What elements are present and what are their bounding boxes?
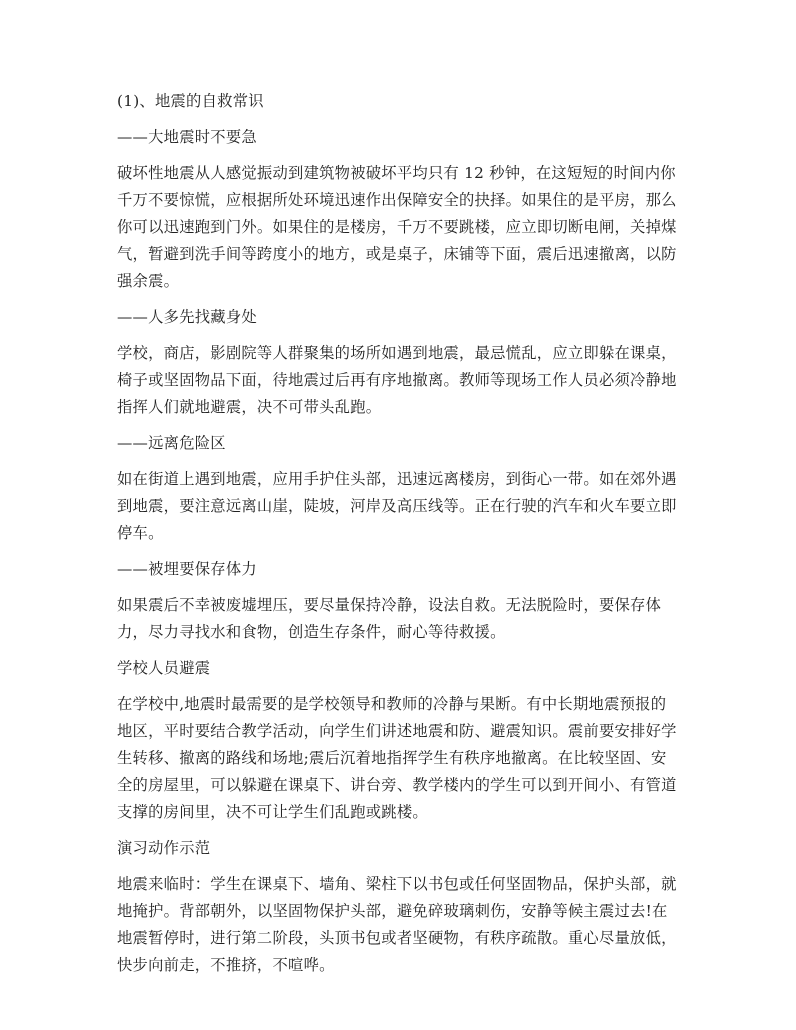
- paragraph-line: 如在街道上遇到地震，应用手护住头部，迅速远离楼房，到街心一带。如在郊外遇: [117, 470, 677, 488]
- section-heading: [117, 304, 687, 331]
- document-body: [117, 88, 687, 988]
- paragraph: [117, 691, 687, 826]
- paragraph: [117, 871, 687, 979]
- heading-text: 学校人员避震: [117, 659, 211, 677]
- paragraph-line: 千万不要惊慌，应根据所处环境迅速作出保障安全的抉择。如果住的是平房，那么: [117, 191, 677, 209]
- heading-text: ——大地震时不要急: [117, 128, 257, 146]
- heading-text: (1)、地震的自救常识: [117, 92, 264, 110]
- paragraph-line: 椅子或坚固物品下面，待地震过后再有序地撤离。教师等现场工作人员必须冷静地: [117, 371, 677, 389]
- paragraph-line: 破坏性地震从人感觉振动到建筑物被破坏平均只有 12 秒钟，在这短短的时间内你: [117, 164, 676, 182]
- paragraph-line: 全的房屋里，可以躲避在课桌下、讲台旁、教学楼内的学生可以到开间小、有管道: [117, 776, 677, 794]
- paragraph-line: 快步向前走，不推挤，不喧哗。: [117, 956, 335, 974]
- paragraph-line: 支撑的房间里，决不可让学生们乱跑或跳楼。: [117, 803, 428, 821]
- paragraph: [117, 160, 687, 295]
- paragraph-line: 在学校中,地震时最需要的是学校领导和教师的冷静与果断。有中长期地震预报的: [117, 695, 667, 713]
- paragraph-line: 地区，平时要结合教学活动，向学生们讲述地震和防、避震知识。震前要安排好学: [117, 722, 677, 740]
- paragraph-line: 气，暂避到洗手间等跨度小的地方，或是桌子，床铺等下面，震后迅速撤离，以防: [117, 245, 677, 263]
- heading-text: ——人多先找藏身处: [117, 308, 257, 326]
- paragraph-line: 地掩护。背部朝外，以坚固物保护头部，避免碎玻璃刺伤，安静等候主震过去!在: [117, 902, 668, 920]
- paragraph-line: 停车。: [117, 524, 164, 542]
- section-heading: [117, 556, 687, 583]
- paragraph-line: 如果震后不幸被废墟埋压，要尽量保持冷静，设法自救。无法脱险时，要保存体: [117, 596, 662, 614]
- paragraph-line: 生转移、撤离的路线和场地;震后沉着地指挥学生有秩序地撤离。在比较坚固、安: [117, 749, 667, 767]
- paragraph-line: 学校，商店，影剧院等人群聚集的场所如遇到地震，最忌慌乱，应立即躲在课桌，: [117, 344, 677, 362]
- paragraph: [117, 592, 687, 646]
- section-heading: [117, 835, 687, 862]
- paragraph: [117, 466, 687, 547]
- paragraph-line: 你可以迅速跑到门外。如果住的是楼房，千万不要跳楼，应立即切断电闸，关掉煤: [117, 218, 677, 236]
- heading-text: ——被埋要保存体力: [117, 560, 257, 578]
- paragraph-line: 强余震。: [117, 272, 180, 290]
- paragraph-line: 地震暂停时，进行第二阶段，头顶书包或者坚硬物，有秩序疏散。重心尽量放低，: [117, 929, 677, 947]
- section-heading: [117, 124, 687, 151]
- paragraph-line: 地震来临时：学生在课桌下、墙角、梁柱下以书包或任何坚固物品，保护头部，就: [117, 875, 677, 893]
- paragraph-line: 力，尽力寻找水和食物，创造生存条件，耐心等待救援。: [117, 623, 506, 641]
- heading-text: ——远离危险区: [117, 434, 226, 452]
- paragraph-line: 指挥人们就地避震，决不可带头乱跑。: [117, 398, 382, 416]
- section-heading: [117, 655, 687, 682]
- section-heading: [117, 88, 687, 115]
- paragraph: [117, 340, 687, 421]
- paragraph-line: 到地震，要注意远离山崖，陡坡，河岸及高压线等。正在行驶的汽车和火车要立即: [117, 497, 677, 515]
- section-heading: [117, 430, 687, 457]
- heading-text: 演习动作示范: [117, 839, 211, 857]
